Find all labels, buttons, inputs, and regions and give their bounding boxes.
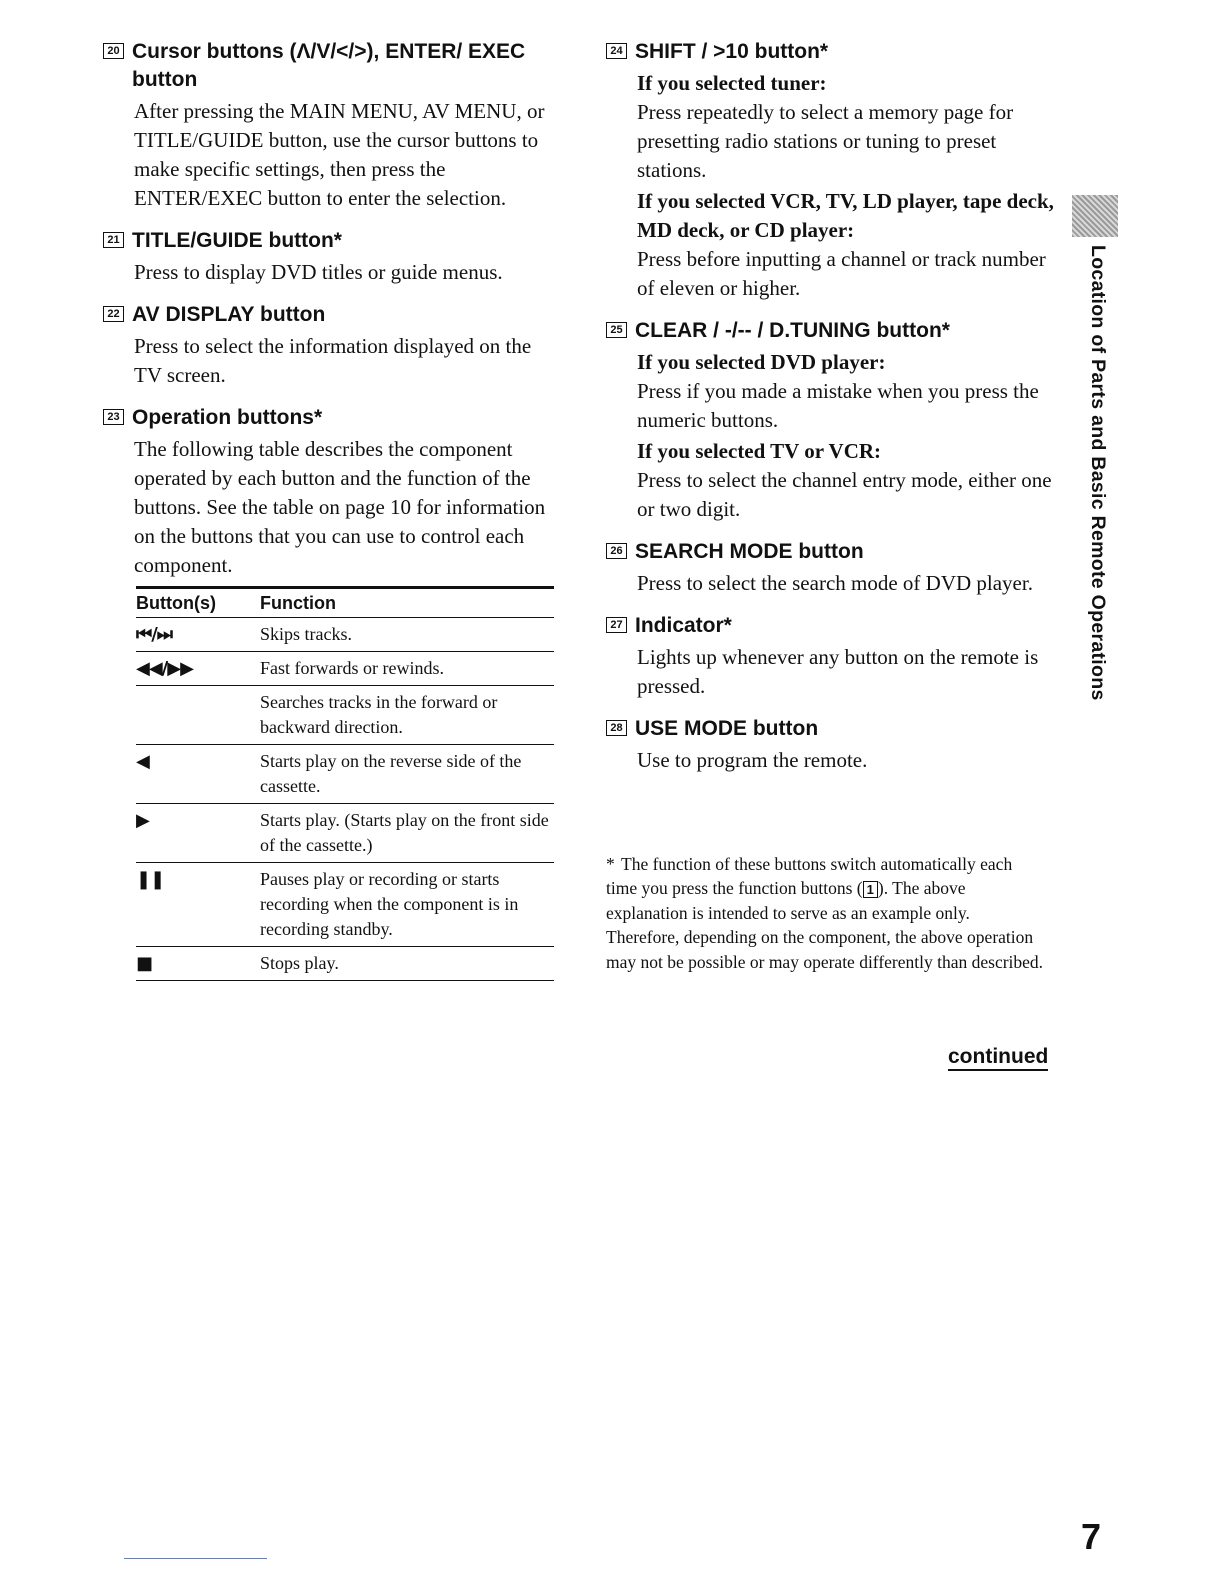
item-heading: Operation buttons* [132, 406, 323, 429]
continued-label: continued [948, 1045, 1048, 1071]
table-row [136, 804, 554, 863]
item-av-display-button [103, 301, 555, 390]
column-header-buttons: Button(s) [136, 593, 216, 613]
item-indicator [606, 612, 1054, 701]
item-number-badge: 21 [103, 232, 124, 248]
item-clear-button [606, 317, 1054, 524]
function-button-reference-badge: 1 [863, 881, 878, 898]
item-description: Lights up whenever any button on the remote is pressed. [637, 645, 1039, 698]
item-number-badge: 28 [606, 720, 627, 736]
function-cell: Searches tracks in the forward or backward direction. [260, 692, 498, 737]
item-title-guide-button [103, 227, 555, 287]
condition-heading: If you selected DVD player: [637, 350, 886, 374]
table-row [136, 686, 554, 745]
item-number-badge: 27 [606, 617, 627, 633]
function-cell: Stops play. [260, 953, 339, 973]
function-cell: Skips tracks. [260, 624, 352, 644]
item-heading: Indicator* [635, 614, 732, 637]
condition-text: Press if you made a mistake when you press the numeric buttons. [637, 379, 1039, 432]
item-cursor-buttons [103, 38, 555, 213]
footnote-text-before: The function of these buttons switch automatically each time you press the function buttons ( [606, 854, 1013, 899]
item-number-badge: 24 [606, 43, 627, 59]
footnote-asterisk: * [606, 854, 615, 874]
button-cell [136, 686, 260, 745]
item-search-mode-button [606, 538, 1054, 598]
item-description: Press to display DVD titles or guide menus. [134, 260, 503, 284]
fast-forward-rewind-icon: ◀◀/▶▶ [136, 658, 193, 679]
function-cell: Starts play on the reverse side of the cassette. [260, 751, 522, 796]
page-number: 7 [1081, 1516, 1102, 1557]
function-cell: Pauses play or recording or starts recording when the component is in recording standby. [260, 869, 519, 939]
item-description: Press to select the information displayed on the TV screen. [134, 334, 532, 387]
operation-buttons-table [136, 586, 554, 981]
item-description [637, 348, 1054, 524]
item-description: Use to program the remote. [637, 748, 868, 772]
item-heading: SEARCH MODE button [635, 540, 864, 563]
condition-heading: If you selected VCR, TV, LD player, tape deck, MD deck, or CD player: [637, 189, 1054, 242]
pause-icon: ❚❚ [136, 869, 165, 890]
item-number-badge: 25 [606, 322, 627, 338]
play-icon: ▶ [136, 810, 149, 831]
item-number-badge: 23 [103, 409, 124, 425]
column-header-function: Function [260, 593, 336, 613]
condition-text: Press to select the channel entry mode, either one or two digit. [637, 468, 1052, 521]
item-heading: AV DISPLAY button [132, 303, 326, 326]
item-number-badge: 20 [103, 43, 124, 59]
left-column [103, 38, 555, 995]
skip-buttons-icon: ⏮/⏭ [136, 624, 172, 645]
condition-text: Press before inputting a channel or track number of eleven or higher. [637, 247, 1046, 300]
table-row [136, 947, 554, 981]
item-shift-button [606, 38, 1054, 303]
function-cell: Fast forwards or rewinds. [260, 658, 444, 678]
bottom-divider [124, 1558, 267, 1559]
condition-heading: If you selected tuner: [637, 71, 827, 95]
item-heading: SHIFT / >10 button* [635, 40, 829, 63]
item-heading: CLEAR / -/-- / D.TUNING button* [635, 319, 950, 342]
item-heading: USE MODE button [635, 717, 819, 740]
item-description: After pressing the MAIN MENU, AV MENU, or TITLE/GUIDE button, use the cursor buttons to make specific settings, then press the ENTER/EXEC button to enter the selection. [134, 99, 545, 210]
function-cell: Starts play. (Starts play on the front side of the cassette.) [260, 810, 549, 855]
table-row [136, 618, 554, 652]
condition-heading: If you selected TV or VCR: [637, 439, 882, 463]
item-operation-buttons [103, 404, 555, 981]
footnote [606, 852, 1046, 974]
table-row [136, 745, 554, 804]
condition-text: Press repeatedly to select a memory page for presetting radio stations or tuning to preset stations. [637, 100, 1014, 182]
table-row [136, 652, 554, 686]
item-description: The following table describes the component operated by each button and the function of the buttons. See the table on page 10 for information on the buttons that you can use to control each component. [134, 437, 546, 577]
item-description: Press to select the search mode of DVD player. [637, 571, 1033, 595]
item-heading: TITLE/GUIDE button* [132, 229, 342, 252]
table-header-row [136, 588, 554, 618]
table-row [136, 863, 554, 947]
stop-icon: ■ [136, 953, 153, 974]
footnote-text-after: ). The above explanation is intended to serve as an example only. Therefore, depending on the component, the above operation may not be possible or may operate differently than described. [606, 878, 1044, 972]
item-use-mode-button [606, 715, 1054, 775]
right-column [606, 38, 1054, 789]
item-heading: Cursor buttons (Λ/V/</>), ENTER/ EXEC button [132, 40, 526, 91]
section-tab-marker [1072, 195, 1118, 237]
section-side-label: Location of Parts and Basic Remote Operations [1087, 245, 1109, 701]
item-number-badge: 26 [606, 543, 627, 559]
reverse-play-icon: ◀ [136, 751, 149, 772]
item-description [637, 69, 1054, 303]
item-number-badge: 22 [103, 306, 124, 322]
